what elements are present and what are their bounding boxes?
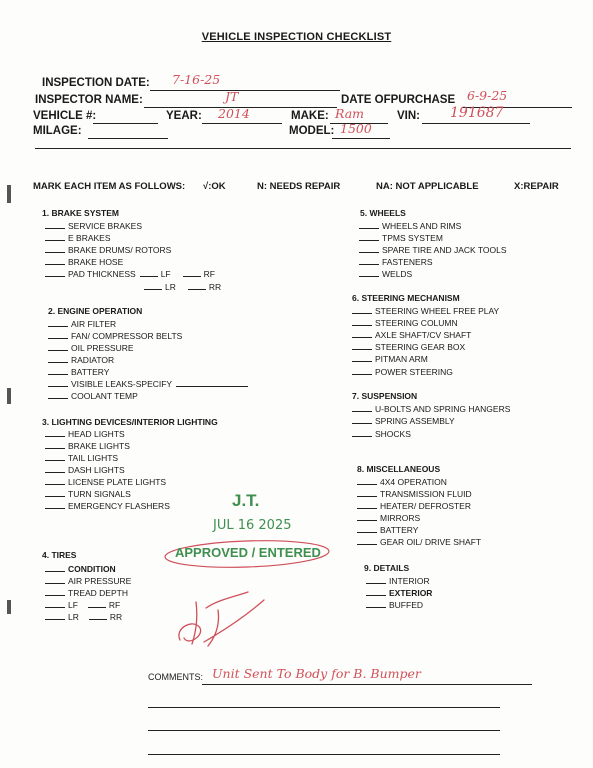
- checklist-item: WHEELS AND RIMS: [359, 220, 461, 231]
- checklist-item: HEATER/ DEFROSTER: [357, 500, 471, 511]
- stamp-date: JUL 16 2025: [213, 518, 292, 533]
- checklist-item: POWER STEERING: [352, 366, 453, 377]
- scan-mark: [7, 185, 11, 203]
- checklist-item: PITMAN ARM: [352, 353, 428, 364]
- checklist-item: SPRING ASSEMBLY: [352, 415, 455, 426]
- checklist-item: FASTENERS: [359, 256, 433, 267]
- checklist-item: SPARE TIRE AND JACK TOOLS: [359, 244, 507, 255]
- legend-needs-repair: N: NEEDS REPAIR: [257, 181, 341, 192]
- header-divider: [35, 148, 571, 149]
- checklist-item: SERVICE BRAKES: [45, 220, 142, 231]
- year-value: 2014: [218, 106, 250, 121]
- vin-value: 191687: [450, 105, 504, 121]
- comments-value: Unit Sent To Body for B. Bumper: [212, 666, 421, 681]
- checklist-item: OIL PRESSURE: [48, 342, 134, 353]
- checklist-item: SHOCKS: [352, 428, 411, 439]
- make-value: Ram: [335, 106, 365, 121]
- checklist-item: PAD THICKNESS LF RF: [45, 268, 215, 279]
- section-brake-title: 1. BRAKE SYSTEM: [42, 208, 119, 218]
- legend-repair: X:REPAIR: [514, 181, 559, 192]
- comments-line: [202, 684, 532, 685]
- vehicle-line: [93, 123, 158, 124]
- checklist-item: E BRAKES: [45, 232, 111, 243]
- comments-line: [148, 707, 500, 708]
- section-suspension-title: 7. SUSPENSION: [352, 391, 418, 401]
- checklist-item: LR RR: [45, 611, 122, 622]
- checklist-item: GEAR OIL/ DRIVE SHAFT: [357, 536, 481, 547]
- milage-line: [88, 138, 168, 139]
- checklist-item: COOLANT TEMP: [48, 390, 138, 401]
- scan-mark: [7, 600, 11, 614]
- stamp-status: APPROVED / ENTERED: [175, 545, 321, 560]
- vehicle-label: VEHICLE #:: [33, 110, 97, 122]
- section-misc-title: 8. MISCELLANEOUS: [357, 464, 441, 474]
- section-details-title: 9. DETAILS: [364, 563, 410, 573]
- legend-intro: MARK EACH ITEM AS FOLLOWS:: [33, 181, 186, 192]
- model-value: 1500: [340, 121, 372, 136]
- checklist-item: AXLE SHAFT/CV SHAFT: [352, 329, 471, 340]
- checklist-item: LR RR: [140, 281, 221, 292]
- checklist-item: DASH LIGHTS: [45, 464, 125, 475]
- section-steering-title: 6. STEERING MECHANISM: [352, 293, 460, 303]
- checklist-item: BATTERY: [357, 524, 418, 535]
- date-purchase-label: DATE OFPURCHASE: [341, 94, 456, 106]
- checklist-item: STEERING COLUMN: [352, 317, 458, 328]
- vin-label: VIN:: [397, 110, 420, 122]
- checklist-item: FAN/ COMPRESSOR BELTS: [48, 330, 182, 341]
- checklist-item: CONDITION: [45, 563, 116, 574]
- checklist-item: INTERIOR: [366, 575, 430, 586]
- model-line: [332, 138, 390, 139]
- checklist-item: TURN SIGNALS: [45, 488, 131, 499]
- checklist-item: EMERGENCY FLASHERS: [45, 500, 170, 511]
- checklist-item: BRAKE DRUMS/ ROTORS: [45, 244, 171, 255]
- checklist-item: MIRRORS: [357, 512, 420, 523]
- checklist-item: STEERING GEAR BOX: [352, 341, 465, 352]
- inspection-date-line: [150, 90, 340, 91]
- checklist-item: VISIBLE LEAKS-SPECIFY: [48, 378, 251, 389]
- section-tires-title: 4. TIRES: [42, 550, 77, 560]
- checklist-item: TAIL LIGHTS: [45, 452, 118, 463]
- stamp-initials: J.T.: [232, 491, 260, 510]
- checklist-item: RADIATOR: [48, 354, 114, 365]
- inspector-name-label: INSPECTOR NAME:: [35, 94, 143, 106]
- checklist-item: TRANSMISSION FLUID: [357, 488, 472, 499]
- legend-ok: √:OK: [203, 181, 226, 192]
- inspection-date-label: INSPECTION DATE:: [42, 77, 150, 89]
- checklist-item: EXTERIOR: [366, 587, 432, 598]
- section-engine-title: 2. ENGINE OPERATION: [48, 306, 143, 316]
- checklist-item: 4X4 OPERATION: [357, 476, 447, 487]
- checklist-item: BATTERY: [48, 366, 109, 377]
- comments-line: [148, 754, 500, 755]
- model-label: MODEL:: [289, 125, 335, 137]
- checklist-item: LF RF: [45, 599, 120, 610]
- checklist-item: BRAKE HOSE: [45, 256, 123, 267]
- legend-not-applicable: NA: NOT APPLICABLE: [376, 181, 479, 192]
- checklist-item: STEERING WHEEL FREE PLAY: [352, 305, 499, 316]
- make-label: MAKE:: [291, 110, 329, 122]
- checklist-item: HEAD LIGHTS: [45, 428, 125, 439]
- checklist-item: AIR FILTER: [48, 318, 116, 329]
- signature: [168, 588, 278, 650]
- section-lighting-title: 3. LIGHTING DEVICES/INTERIOR LIGHTING: [42, 417, 218, 427]
- checklist-item: AIR PRESSURE: [45, 575, 131, 586]
- page-title: VEHICLE INSPECTION CHECKLIST: [201, 31, 392, 43]
- inspection-date-value: 7-16-25: [172, 72, 221, 87]
- checklist-item: LICENSE PLATE LIGHTS: [45, 476, 166, 487]
- checklist-item: U-BOLTS AND SPRING HANGERS: [352, 403, 510, 414]
- checklist-item: TREAD DEPTH: [45, 587, 128, 598]
- year-label: YEAR:: [166, 110, 202, 122]
- checklist-item: BUFFED: [366, 599, 423, 610]
- scan-mark: [7, 388, 11, 404]
- inspector-name-value: JT: [225, 89, 239, 104]
- comments-label: COMMENTS:: [148, 672, 203, 682]
- vin-line: [422, 123, 530, 124]
- checklist-item: WELDS: [359, 268, 412, 279]
- checklist-item: TPMS SYSTEM: [359, 232, 443, 243]
- date-purchase-value: 6-9-25: [467, 88, 508, 103]
- year-line: [202, 123, 282, 124]
- section-wheels-title: 5. WHEELS: [360, 208, 406, 218]
- milage-label: MILAGE:: [33, 125, 82, 137]
- checklist-item: BRAKE LIGHTS: [45, 440, 130, 451]
- comments-line: [148, 730, 500, 731]
